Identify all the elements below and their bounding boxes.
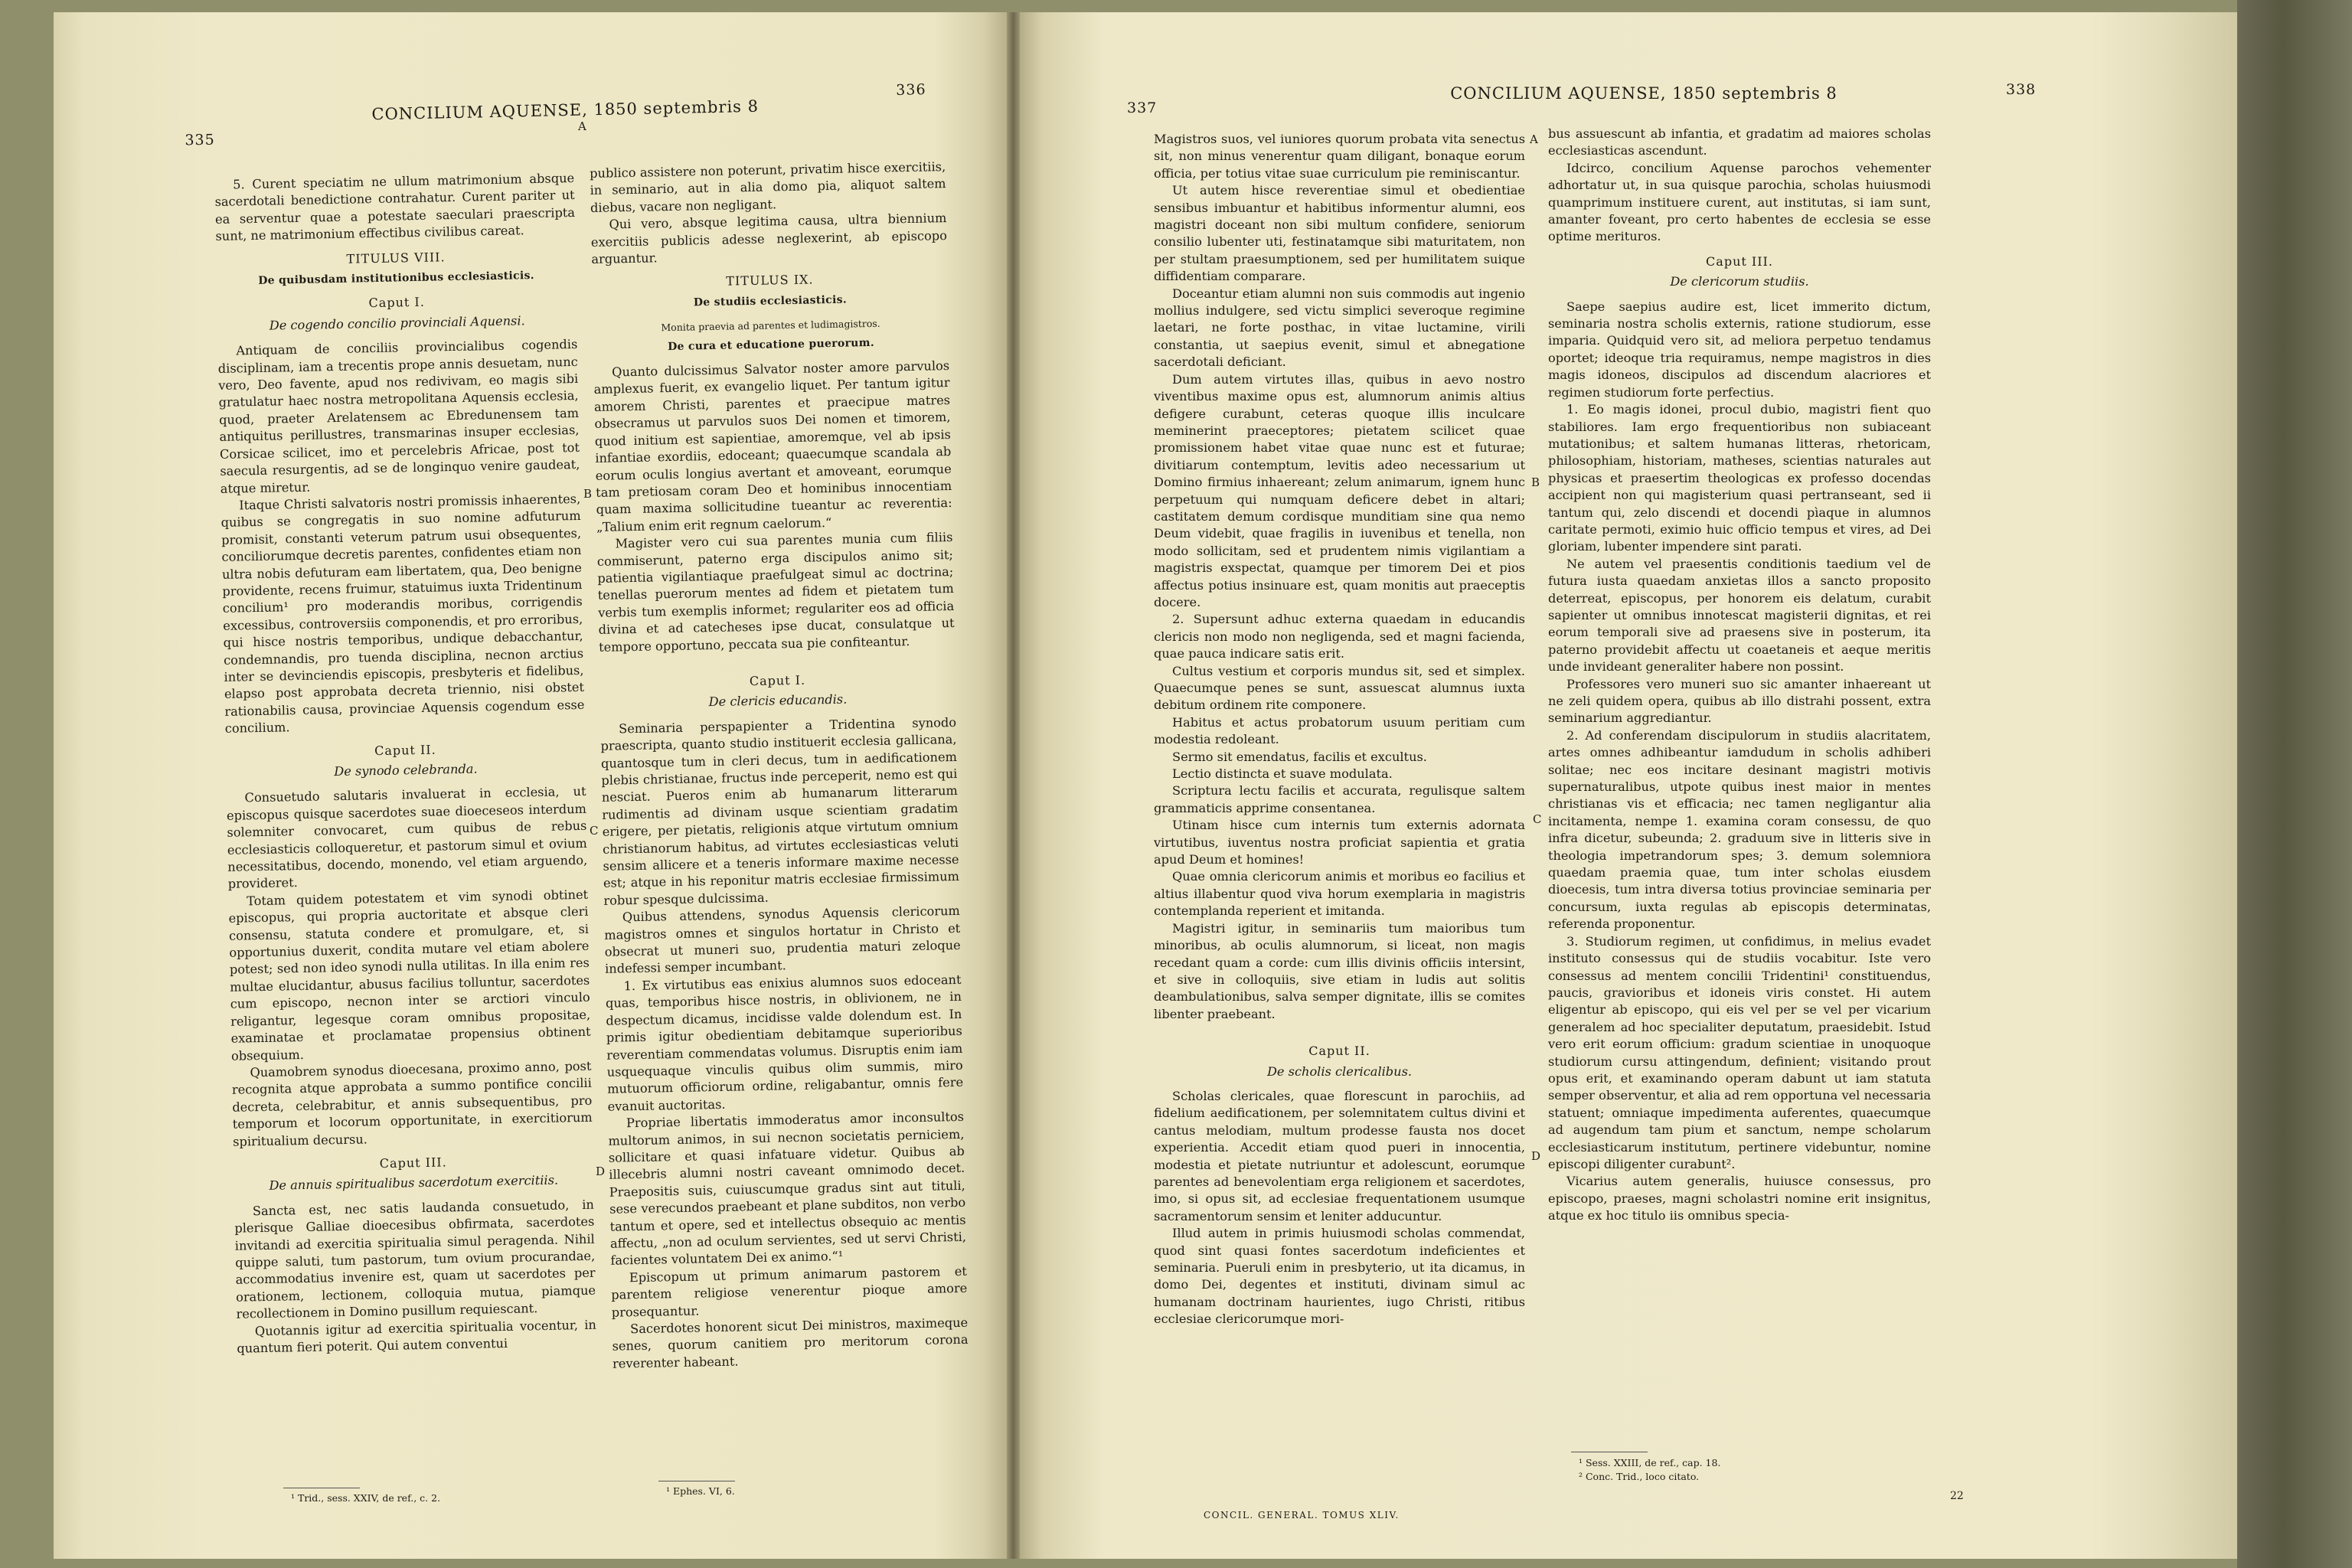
section-subheading: De studiis ecclesiasticis. [693, 293, 848, 309]
paragraph: Quae omnia clericorum animis et moribus eo facilius et altius illabentur quod viva horum exemplaria in magistris contemplanda reperient et imitanda. [1154, 869, 1525, 919]
paragraph: Totam quidem potestatem et vim synodi obtinet episcopus, qui propria auctoritate et absque cleri consensu, statuta condere et promulgare, et, si opportunius duxerit, condita mutare vel etiam abolere potest; sed non ideo synodi nulla utilitas. In illa enim res multae elucidantur, abusus facilius tolluntur, sacerdotes cum episcopo, necnon inter se arctiori vinculo religantur, legesque coram omnibus propositae, examinatae et proclamatae propensius obtinent obsequium. [228, 887, 591, 1063]
footnote-right-b: ² Conc. Trid., loco citato. [1579, 1471, 1700, 1482]
left-page-header [54, 69, 1007, 149]
section-subheading: De quibusdam institutionibus ecclesiasticis. [258, 270, 535, 287]
paragraph: Episcopum ut primum animarum pastorem et parentem religiose venerentur pioque amore prosequantur. [611, 1263, 968, 1320]
paragraph: Idcirco, concilium Aquense parochos vehementer adhortatur ut, in sua quisque parochia, scholas huiusmodi quamprimum instituere curent, aut institutas, si iam sunt, amanter foveant, pro certo habentes de ecclesia se esse optime merituros. [1548, 160, 1931, 244]
chapter-subheading: De scholis clericalibus. [1266, 1063, 1413, 1079]
paragraph: Quibus attendens, synodus Aquensis clericorum magistros omnes et singulos hortatur in Christo et obsecrat ut muneri suo, prudentia maturi zeloque indefessi semper incumbant. [604, 903, 961, 977]
paragraph: Doceantur etiam alumni non suis commodis aut ingenio mollius indulgere, sed victu simplici severoque regimine laetari, ne forte posthac, in vitae luctamine, virili constantia, ut saepius evenit, simul et abnegatione sacerdotali deficiant. [1154, 286, 1525, 370]
paragraph: Antiquam de conciliis provincialibus cogendis disciplinam, iam a trecentis prope annis desuetam, nunc vero, Deo favente, apud nos redivivam, eo magis sibi gratulatur haec nostra metropolitana Aquensis ecclesia, quod, praeter Arelatensem ac Ebredunensem tam antiquitus perillustres, transmarinas insuper ecclesias, Corsicae scilicet, imo et percelebris Africae, post tot saecula resurgentis, ad se de longinquo venire gaudeat, atque miretur. [217, 337, 580, 496]
page-number-336: 336 [896, 81, 926, 99]
paragraph: publico assistere non poterunt, privatim hisce exercitiis, in seminario, aut in alia domo pia, aliquot saltem diebus, vacare non negligant. [590, 159, 946, 215]
paragraph: Itaque Christi salvatoris nostri promissis inhaerentes, quibus se congregatis in suo nomine adfuturum promisit, constanti veterum patrum usui obsequentes, conciliorumque decretis parentes, confidentes etiam non ultra nobis defuturam eam libertatem, qua, Deo benigne providente, recens fruimur, statuimus iuxta Tridentinum concilium¹ pro moderandis moribus, corrigendis excessibus, controversiis componendis, et pro erroribus, qui hisce nostris temporibus, undique debacchantur, condemnandis, pro tuenda disciplina, necnon arctius inter se devinciendis episcopis, presbyteris et fidelibus, elapso post approbata decreta triennio, nisi obstet rationabilis causa, provinciae Aquensis cogendum esse concilium. [220, 491, 585, 737]
paragraph: Qui vero, absque legitima causa, ultra biennium exercitiis publicis adesse neglexerint, ab episcopo arguantur. [590, 211, 948, 267]
paragraph: 2. Supersunt adhuc externa quaedam in educandis clericis non modo non negligenda, sed et magni facienda, quae pauca indicare satis erit. [1154, 612, 1525, 662]
chapter-heading: Caput II. [374, 742, 436, 758]
chapter-subheading: De synodo celebranda. [334, 761, 478, 779]
footnote-left-a: ¹ Trid., sess. XXIV, de ref., c. 2. [291, 1492, 441, 1504]
margin-letter-b: B [583, 487, 593, 501]
paragraph: Scholas clericales, quae florescunt in parochiis, ad fidelium aedificationem, per solemnitatem cultus divini et cantus melodiam, multum prodesse fausta nos docet experientia. Accedit etiam quod pueri in innocentia, modestia et pietate nutriuntur et adolescunt, eorumque parentes ad benevolentiam erga religionem et sacerdotes, imo, si opus sit, ad ecclesiae frequentationem usumque sacramentorum sensim et leniter adducuntur. [1154, 1088, 1525, 1223]
chapter-heading: Caput II. [1308, 1044, 1370, 1059]
margin-letter-a: A [1530, 132, 1538, 146]
paragraph: Seminaria perspapienter a Tridentina synodo praescripta, quanto studio instituerit ecclesia gallicana, quantosque tum in cleri decus, tum in aedificationem plebis christianae, fructus inde perceperit, nemo est qui nesciat. Pueros enim ab humanarum litterarum rudimentis ad divinam usque scientiam gradatim erigere, per pietatis, religionis atque virtutum omnium christianorum habitus, ad virtutes ecclesiasticas veluti sensim allicere et a teneris informare maxime necesse est; atque in his reponitur matris ecclesiae firmissimum robur spesque dulcissima. [600, 714, 960, 908]
page-number-338: 338 [2006, 81, 2037, 98]
paragraph: Habitus et actus probatorum usuum peritiam cum modestia redoleant. [1154, 714, 1525, 747]
paragraph: Lectio distincta et suave modulata. [1172, 766, 1393, 782]
right-column-a [1154, 131, 1525, 1328]
paragraph: Scriptura lectu facilis et accurata, regulisque saltem grammaticis apprime consentanea. [1154, 783, 1525, 815]
right-page-spread [1020, 12, 2237, 1559]
signature-line: CONCIL. GENERAL. TOMUS XLIV. [1204, 1510, 1400, 1521]
running-title-right: CONCILIUM AQUENSE, 1850 septembris 8 [1450, 84, 1838, 103]
paragraph: Magistros suos, vel iuniores quorum probata vita senectus sit, non minus venerentur quam diligant, bonaque eorum officia, per totius vitae suae curriculum pie reminiscantur. [1154, 132, 1525, 181]
paragraph: Sermo sit emendatus, facilis et excultus. [1172, 749, 1427, 764]
paragraph: 2. Ad conferendam discipulorum in studiis alacritatem, artes omnes adhibeantur iamdudum in scholis adhiberi solitae; nec eos incitare desinant magistri motivis supernaturalibus, utpote quibus inest maior in mentes christianas vis et efficacia; nec tamen negligantur alia incitamenta, nempe 1. examina coram consessu, de quo infra dicetur, subeunda; 2. graduum sive in litteris sive in theologia impetrandorum spes; 3. demum solemniora quaedam praemia quae, tum inter scholas eiusdem dioecesis, tum intra diversa totius provinciae seminaria per concursum, iuxta regulas ab episcopis determinatas, referenda proponentur. [1548, 727, 1931, 932]
footnote-right-a: ¹ Sess. XXIII, de ref., cap. 18. [1579, 1457, 1721, 1468]
chapter-subheading: De annuis spiritualibus sacerdotum exercitiis. [269, 1172, 559, 1194]
right-page-header [1020, 74, 2237, 119]
margin-letter-a: A [578, 119, 586, 133]
section-heading: TITULUS IX. [726, 272, 814, 289]
chapter-heading: Caput III. [379, 1155, 447, 1171]
paragraph: Sancta est, nec satis laudanda consuetudo, in plerisque Galliae dioecesibus obfirmata, sacerdotes invitandi ad exercitia spiritualia simul peragenda. Nihil quippe saluti, tum pastorum, tum ovium procurandae, accommodatius invenire est, quam ut sacerdotes per orationem, lectionem, colloquia mutua, piamque recollectionem in Domino pusillum requiescant. [234, 1197, 596, 1321]
paragraph: Utinam hisce cum internis tum externis adornata virtutibus, iuventus nostra proficiat sapientia et gratia apud Deum et homines! [1154, 818, 1525, 867]
paragraph: Ut autem hisce reverentiae simul et obedientiae sensibus imbuantur et habitibus informentur alumni, eos magistri doceant non sibi multum confidere, seniorum consilio lubenter uti, festinatamque sibi maturitatem, non per stultam praesumptionem, sed per humilitatem suique diffidentiam comparare. [1154, 183, 1525, 284]
chapter-subheading: De cogendo concilio provinciali Aquensi. [269, 313, 525, 333]
margin-letter-c: C [590, 824, 599, 838]
paragraph: Professores vero muneri suo sic amanter inhaereant ut ne zeli quidem opera, quibus ab illo distrahi possent, extra seminarium aggrediantur. [1548, 676, 1931, 726]
paragraph: Magistri igitur, in seminariis tum maioribus tum minoribus, ab oculis alumnorum, si liceat, non magis recedant quam a corde: cum illis divinis officiis intersint, et sive in colloquiis, sive etiam in ludis aut solitis deambulationibus, salva semper dignitate, illis se comites libenter praebeant. [1154, 920, 1525, 1021]
chapter-subheading: De clericis educandis. [708, 692, 848, 710]
paragraph: Illud autem in primis huiusmodi scholas commendat, quod sint quasi fontes sacerdotum indeficientes et seminaria. Pueruli enim in presbyterio, ut ita dicamus, in domo Dei, degentes et instituti, divinam simul ac humanam doctrinam haurientes, iugo Christi, ritibus ecclesiae clericorumque mori- [1154, 1226, 1525, 1327]
paragraph: 1. Eo magis idonei, procul dubio, magistri fient quo stabiliores. Iam ergo frequentioribus non subiaceant mutationibus; et saltem humanas litteras, rhetoricam, philosophiam, historiam, matheses, scientias naturales aut physicas et praesertim theologicas ex professo docendas accipient non qui magisterium quasi pertranseant, sed ii tantum qui, zelo discendi et docendi pìaque in alumnos caritate permoti, eximio huic officio tempus et vires, ad Dei gloriam, lubenter impendere sint parati. [1548, 402, 1931, 554]
margin-letter-d: D [596, 1165, 606, 1178]
chapter-heading: Caput I. [368, 295, 426, 311]
footnote-left-b: ¹ Ephes. VI, 6. [666, 1485, 735, 1497]
section-heading: TITULUS VIII. [346, 249, 446, 266]
paragraph: Vicarius autem generalis, huiusce consessus, pro episcopo, praeses, magni scholastri nomine erit insignitus, atque ex hoc titulo iis omnibus specia- [1548, 1174, 1931, 1223]
page-number-335: 335 [185, 131, 215, 149]
left-column-a [214, 170, 597, 1357]
open-book [54, 12, 2274, 1559]
margin-letter-b: B [1531, 475, 1540, 489]
paragraph: Propriae libertatis immoderatus amor inconsultos multorum animos, in sui necnon societatis perniciem, sollicitare et quasi infatuare videtur. Quibus ab illecebris alumni nostri caveant omnimodo decet. Praepositis suis, cuiuscumque gradus sint aut tituli, sese verecundos praebeant et plane subditos, non verbo tantum et opere, sed et intellectus obsequio ac mentis affectu, „non ad oculum servientes, sed ut servi Christi, facientes voluntatem Dei ex animo.“¹ [608, 1109, 967, 1269]
section-note: Monita praevia ad parentes et ludimagistros. [661, 318, 880, 334]
signature-number: 22 [1950, 1490, 1964, 1502]
paragraph: Cultus vestium et corporis mundus sit, sed et simplex. Quaecumque penes se sunt, assuescat alumnus iuxta debitum ordinem rite componere. [1154, 663, 1525, 713]
chapter-subheading: De clericorum studiis. [1670, 274, 1809, 289]
running-title-left: CONCILIUM AQUENSE, 1850 septembris 8 [371, 96, 760, 124]
paragraph: Dum autem virtutes illas, quibus in aevo nostro viventibus maxime opus est, alumnorum animis altius defigere curabunt, ceteras quoque illis inculcare meminerint praeceptores; pietatem scilicet quae promissionem habet vitae quae nunc est et futurae; divitiarum contemptum, levitis adeo necessarium ut Domino firmius inhaereant; zelum animarum, ignem hunc perpetuum qui numquam deficere debet in altari; castitatem demum cordisque munditiam sine qua nemo Deum videbit, quae fragilis in iuvenibus et tenella, non modo sollicitam, sed et prudentem nimis vigilantiam a magistris exspectat, quamque per timorem Dei et pios affectus potius insinuare est, quam monitis aut praeceptis docere. [1154, 371, 1525, 609]
paragraph: Consuetudo salutaris invaluerat in ecclesia, ut episcopus quisque sacerdotes suae dioeceseos interdum solemniter convocaret, cum quibus de rebus ecclesiasticis colloqueretur, et pastorum simul et ovium necessitatibus, docendo, monendo, vel etiam arguendo, provideret. [226, 784, 588, 892]
left-column-b [590, 158, 969, 1373]
chapter-heading: Caput III. [1706, 253, 1773, 269]
paragraph: Sacerdotes honorent sicut Dei ministros, maximeque senes, quorum canitiem pro meritorum corona reverenter habeant. [612, 1315, 969, 1371]
paragraph: bus assuescunt ab infantia, et gradatim ad maiores scholas ecclesiasticas ascendunt. [1548, 126, 1931, 158]
left-page-spread [54, 12, 1007, 1559]
right-column-b [1548, 126, 1931, 1225]
margin-letter-d: D [1531, 1149, 1541, 1163]
margin-letter-c: C [1533, 812, 1542, 826]
page-number-337: 337 [1127, 100, 1158, 116]
paragraph: 5. Curent speciatim ne ullum matrimonium absque sacerdotali benedictione contrahatur. Curent pariter ut ea serventur quae a potestate saeculari praescripta sunt, ne matrimonium effectibus civilibus careat. [214, 170, 576, 244]
section-subheading: De cura et educatione puerorum. [667, 336, 875, 353]
book-cover-edge [2237, 0, 2352, 1568]
paragraph: Magister vero cui sua parentes munia cum filiis commiserunt, paterno erga discipulos animo sit; patientia vigilantiaque praefulgeat simul ac doctrina; tenellas puerorum mentes ad fidem et pietatem tum verbis tum exemplis informet; regulariter eos ad officia divina et ad catecheses ipse ducat, consulatque ut tempore opportuno, peccata sua pie confiteantur. [596, 530, 955, 655]
paragraph: Quanto dulcissimus Salvator noster amore parvulos amplexus fuerit, ex evangelio liquet. Per tantum igitur amorem Christi, parentes et praecipue matres obsecramus ut parvulos suos Dei nomen et timorem, quod initium est sapientiae, amoremque, vel ab ipsis infantiae exordiis, edoceant; quaecumque scandala ab eorum oculis longius avertant et amoveant, eorumque tam pretiosam coram Deo et hominibus innocentiam quam maxima sollicitudine tueantur ac reverentia: „Talium enim erit regnum caelorum.“ [593, 358, 952, 534]
book-gutter [1007, 12, 1020, 1559]
paragraph: Ne autem vel praesentis conditionis taedium vel de futura iusta quaedam anxietas illos a sancto proposito deterreat, episcopus, per honorem eis delatum, curabit sapienter ut omnibus innotescat magisterii dignitas, et rei eorum temporali sive ad praesens sive in posterum, ita paterno providebit affectu ut coaetaneis et aeque meritis unde invideant generaliter habere non possint. [1548, 556, 1931, 675]
paragraph: 1. Ex virtutibus eas enixius alumnos suos edoceant quas, temporibus hisce nostris, in oblivionem, ne in despectum dicamus, incidisse valde dolendum est. In primis igitur obedientiam debitamque superioribus reverentiam commendatas volumus. Disruptis enim iam usquequaque vinculis quibus olim summis, miro mutuorum officiorum ordine, religabantur, omnis fere evanuit auctoritas. [605, 972, 964, 1114]
chapter-heading: Caput I. [749, 672, 806, 689]
paragraph: Saepe saepius audire est, licet immerito dictum, seminaria nostra scholis externis, ratione studiorum, esse imparia. Quidquid vero sit, ad meliora perpetuo tendamus oportet; ideoque tria requiramus, nempe magistros in dies magis idoneos, discipulos ad discendum alacriores et regimen studiorum forte perfectius. [1548, 299, 1931, 400]
paragraph: 3. Studiorum regimen, ut confidimus, in melius evadet instituto consessus qui de studiis vocabitur. Iste vero consessus ad mentem concilii Tridentini¹ constituendus, paucis, gravioribus et idoneis viris constet. Hi autem eligentur ab episcopo, qui eis vel per se vel per vicarium generalem ad hoc specialiter deputatum, praesidebit. Istud vero erit eorum officium: gradum scientiae in unoquoque studiorum cursu attingendum, definient; visitando prout opus erit, et examinando operam dabunt ut iam statuta semper observentur, et alia ad rem opportuna vel necessaria statuent; omniaque impedimenta auferentes, quaecumque ad augendum tam pium et sanctum, nempe scholarum ecclesiasticarum institutum, pertinere videbuntur, nomine episcopi diligenter curabunt². [1548, 933, 1931, 1171]
paragraph: Quotannis igitur ad exercitia spiritualia vocentur, in quantum fieri poterit. Qui autem conventui [237, 1317, 597, 1356]
paragraph: Quamobrem synodus dioecesana, proximo anno, post recognita atque approbata a summo pontifice concilii decreta, celebrabitur, et annis subsequentibus, pro temporum et locorum opportunitate, in exercitiorum spiritualium decursu. [231, 1058, 593, 1149]
